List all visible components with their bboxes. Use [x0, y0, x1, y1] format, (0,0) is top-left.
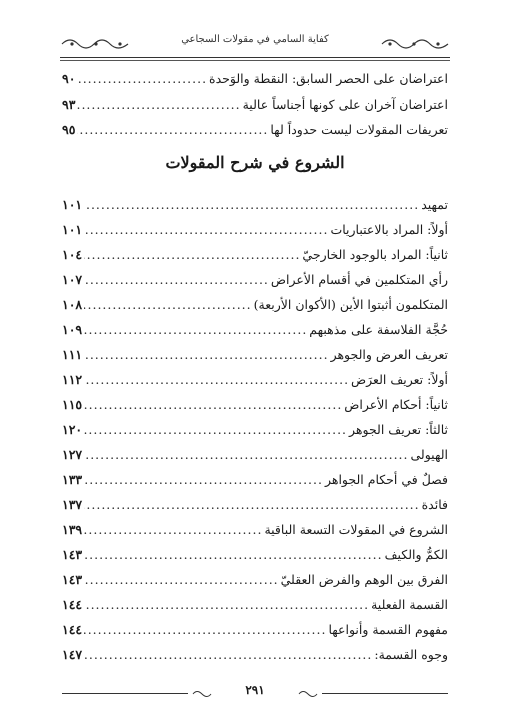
- leader-dots: [84, 417, 347, 442]
- leader-dots: [77, 92, 240, 118]
- header-rule: [60, 57, 450, 58]
- toc-entry-title: تعريف العرض والجوهر: [330, 347, 448, 362]
- toc-entry[interactable]: [62, 492, 448, 517]
- toc-entry-title: ثانياً: أحكام الأعراض: [344, 397, 448, 412]
- toc-entry-title: تعريفات المقولات ليست حدوداً لها: [270, 122, 448, 137]
- leader-dots: [84, 542, 382, 567]
- toc-entry-title: مفهوم القسمة وأنواعها: [328, 622, 448, 637]
- toc-entry-page: ١١١: [62, 347, 83, 362]
- toc-entry-page: ١٤٧: [62, 647, 83, 662]
- leader-dots: [84, 642, 372, 667]
- toc-entry-title: الشروع في المقولات التسعة الباقية: [264, 522, 448, 537]
- running-header: [60, 30, 450, 60]
- toc-entry-page: ١٤٣: [62, 572, 83, 587]
- toc-entry-title: وجوه القسمة:: [374, 647, 448, 662]
- toc-entry[interactable]: [62, 592, 448, 617]
- toc-list-main: [62, 192, 448, 667]
- toc-entry-page: ١٠١: [62, 222, 83, 237]
- toc-entry-title: القسمة الفعلية: [371, 597, 448, 612]
- leader-dots: [84, 192, 419, 217]
- leader-dots: [84, 567, 278, 592]
- toc-entry-title: الهيولى: [410, 447, 448, 462]
- toc-entry-title: اعتراضان آخران على كونها أجناساً عالية: [242, 96, 448, 112]
- toc-entry-title: أولاً: تعريف العرَض: [351, 372, 448, 387]
- toc-entry-title: تمهيد: [421, 197, 448, 212]
- toc-entry-title: أولاً: المراد بالاعتباريات: [330, 222, 448, 237]
- toc-entry-page: ٩٥: [62, 122, 76, 137]
- footer-ornament-left-icon: [298, 689, 318, 699]
- toc-entry-title: ثانياً: المراد بالوجود الخارجيّ: [302, 247, 448, 262]
- page-number: ٢٩١: [245, 683, 265, 697]
- toc-entry[interactable]: [62, 467, 448, 492]
- leader-dots: [84, 517, 262, 542]
- toc-entry-page: ١٠٨: [62, 297, 83, 312]
- leader-dots: [84, 617, 326, 642]
- toc-entry[interactable]: [62, 66, 448, 92]
- leader-dots: [84, 592, 369, 617]
- toc-entry-title: ثالثاً: تعريف الجوهر: [349, 422, 448, 437]
- toc-entry-title: رأي المتكلمين في أقسام الأعراض: [270, 272, 448, 287]
- toc-entry-title: المتكلمون أثبتوا الأين (الأكوان الأربعة): [253, 297, 448, 312]
- toc-entry[interactable]: [62, 642, 448, 667]
- toc-entry-page: ١٠٧: [62, 272, 83, 287]
- toc-entry[interactable]: [62, 617, 448, 642]
- leader-dots: [84, 367, 349, 392]
- leader-dots: [84, 442, 408, 467]
- toc-entry-title: حُجَّة الفلاسفة على مذهبهم: [309, 322, 448, 337]
- toc-entry[interactable]: [62, 392, 448, 417]
- toc-entry-title: الفرق بين الوهم والفرض العقليّ: [280, 572, 448, 587]
- toc-entry[interactable]: [62, 267, 448, 292]
- leader-dots: [77, 66, 207, 92]
- leader-dots: [84, 467, 323, 492]
- toc-entry-title: اعتراضان على الحصر السابق: النقطة والوَحدة: [209, 71, 448, 86]
- toc-entry-title: فصلٌ في أحكام الجواهر: [324, 472, 448, 487]
- toc-entry[interactable]: [62, 192, 448, 217]
- toc-entry-page: ٩٠: [62, 71, 76, 86]
- toc-entry[interactable]: [62, 567, 448, 592]
- toc-entry[interactable]: [62, 292, 448, 317]
- leader-dots: [84, 217, 328, 242]
- toc-entry-page: ١٤٤: [62, 622, 83, 637]
- leader-dots: [84, 267, 269, 292]
- toc-entry[interactable]: [62, 442, 448, 467]
- header-ornament-left-icon: [60, 36, 130, 52]
- toc-entry-page: ١١٢: [62, 372, 83, 387]
- leader-dots: [84, 317, 307, 342]
- toc-entry[interactable]: [62, 242, 448, 267]
- toc-entry-page: ١٣٧: [62, 497, 83, 512]
- toc-entry-page: ١٤٣: [62, 547, 83, 562]
- toc-entry-page: ١٣٣: [62, 472, 83, 487]
- toc-entry-page: ١١٥: [62, 397, 83, 412]
- leader-dots: [84, 492, 419, 517]
- toc-entry-page: ١٠٩: [62, 322, 83, 337]
- running-header-title: كفاية السامي في مقولات السجاعي: [181, 34, 329, 45]
- toc-entry[interactable]: [62, 342, 448, 367]
- toc-entry[interactable]: [62, 92, 448, 118]
- leader-dots: [77, 117, 268, 143]
- toc-entry-page: ١٠٤: [62, 247, 83, 262]
- toc-entry[interactable]: [62, 317, 448, 342]
- header-ornament-right-icon: [380, 36, 450, 52]
- toc-entry-page: ١٢٧: [62, 447, 83, 462]
- toc-entry[interactable]: [62, 517, 448, 542]
- toc-entry[interactable]: [62, 217, 448, 242]
- leader-dots: [84, 392, 342, 417]
- leader-dots: [84, 242, 300, 267]
- toc-entry[interactable]: [62, 367, 448, 392]
- header-rule-thin: [60, 60, 450, 61]
- footer-rule-left: [62, 693, 188, 694]
- toc-entry-page: ١٤٤: [62, 597, 83, 612]
- toc-entry[interactable]: [62, 417, 448, 442]
- toc-entry-page: ٩٣: [62, 96, 76, 112]
- page-footer: [62, 683, 448, 707]
- toc-entry[interactable]: [62, 117, 448, 143]
- toc-entry-page: ١٠١: [62, 197, 83, 212]
- leader-dots: [84, 342, 328, 367]
- toc-entry-title: فائدة: [421, 497, 448, 512]
- section-heading: الشروع في شرح المقولات: [165, 153, 345, 172]
- toc-entry-page: ١٢٠: [62, 422, 83, 437]
- leader-dots: [84, 292, 251, 317]
- toc-entry[interactable]: [62, 542, 448, 567]
- toc-entry-page: ١٣٩: [62, 522, 83, 537]
- toc-entry-title: الكمُّ والكيف: [384, 547, 448, 562]
- toc-list-top: [62, 66, 448, 143]
